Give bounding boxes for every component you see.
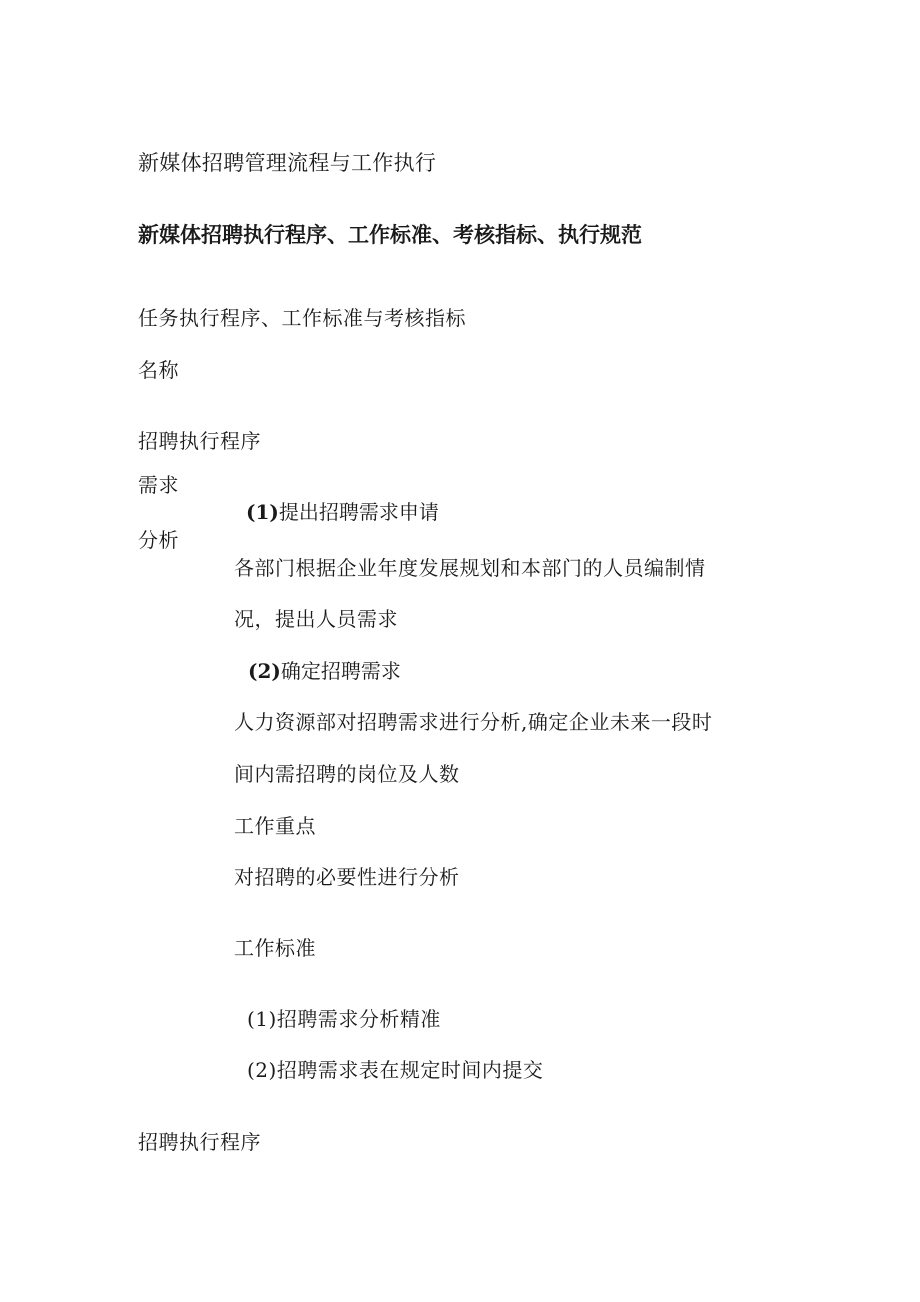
step-2-number: (2) [248,659,281,683]
standard-item: (2)招聘需求表在规定时间内提交 [247,1058,544,1082]
name-label: 名称 [138,358,179,382]
procedure-label: 招聘执行程序 [138,429,261,453]
step-1-desc-line2: 况，提出人员需求 [234,607,398,631]
phase-label-line2: 分析 [138,528,179,552]
standard-label: 工作标准 [234,936,316,960]
step-2-desc-line1: 人力资源部对招聘需求进行分析,确定企业未来一段时 [234,710,713,734]
footer-procedure-label: 招聘执行程序 [138,1130,261,1154]
step-2-heading [248,661,401,681]
phase-label-line1: 需求 [138,473,179,497]
document-title: 新媒体招聘管理流程与工作执行 [138,151,437,175]
standard-item: (1)招聘需求分析精准 [247,1007,441,1031]
section-heading: 任务执行程序、工作标准与考核指标 [138,306,466,330]
step-1-heading [246,502,439,522]
step-1-desc-line1: 各部门根据企业年度发展规划和本部门的人员编制情 [234,556,706,580]
step-1-number: (1) [246,500,279,524]
step-1-title: 提出招聘需求申请 [278,500,439,524]
document-subtitle: 新媒体招聘执行程序、工作标准、考核指标、执行规范 [138,223,642,247]
focus-label: 工作重点 [234,814,316,838]
step-2-title: 确定招聘需求 [280,659,401,683]
step-2-desc-line2: 间内需招聘的岗位及人数 [234,762,460,786]
focus-text: 对招聘的必要性进行分析 [234,865,460,889]
